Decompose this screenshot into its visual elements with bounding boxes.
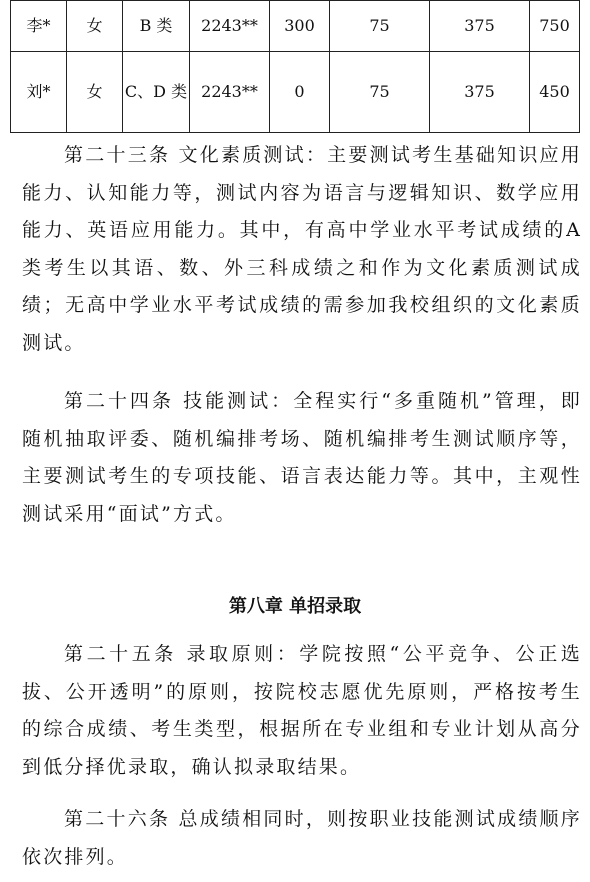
article-26: 第二十六条 总成绩相同时，则按职业技能测试成绩顺序依次排列。: [22, 808, 582, 868]
article-24: 第二十四条 技能测试：全程实行“多重随机”管理，即随机抽取评委、随机编排考场、随机编排考生测试顺序等，主要测试考生的专项技能、语言表达能力等。其中，主观性测试采用“面试”方式。: [22, 390, 582, 525]
cell-category: B 类: [123, 1, 190, 52]
cell-name: 刘*: [11, 52, 67, 133]
cell-total: 450: [530, 52, 580, 133]
article-25: 第二十五条 录取原则：学院按照“公平竞争、公正选拔、公开透明”的原则，按院校志愿优先原则，严格按考生的综合成绩、考生类型，根据所在专业组和专业计划从高分到低分择优录取，确认拟录取结果。: [22, 643, 582, 778]
cell-score1: 0: [270, 52, 330, 133]
score-table: [10, 0, 580, 133]
cell-score3: 375: [430, 52, 530, 133]
table-row: [11, 1, 580, 52]
cell-total: 750: [530, 1, 580, 52]
chapter-title: 第八章 单招录取: [228, 596, 362, 617]
cell-id: 2243**: [190, 1, 270, 52]
table-row: [11, 52, 580, 133]
article-23: 第二十三条 文化素质测试：主要测试考生基础知识应用能力、认知能力等，测试内容为语言与逻辑知识、数学应用能力、英语应用能力。其中，有高中学业水平考试成绩的A类考生以其语、数、外三科成绩之和作为文化素质测试成绩；无高中学业水平考试成绩的需参加我校组织的文化素质测试。: [22, 144, 582, 354]
cell-name: 李*: [11, 1, 67, 52]
cell-score3: 375: [430, 1, 530, 52]
cell-score2: 75: [330, 52, 430, 133]
cell-score2: 75: [330, 1, 430, 52]
cell-score1: 300: [270, 1, 330, 52]
cell-gender: 女: [67, 52, 123, 133]
cell-gender: 女: [67, 1, 123, 52]
cell-id: 2243**: [190, 52, 270, 133]
cell-category: C、D 类: [123, 52, 190, 133]
